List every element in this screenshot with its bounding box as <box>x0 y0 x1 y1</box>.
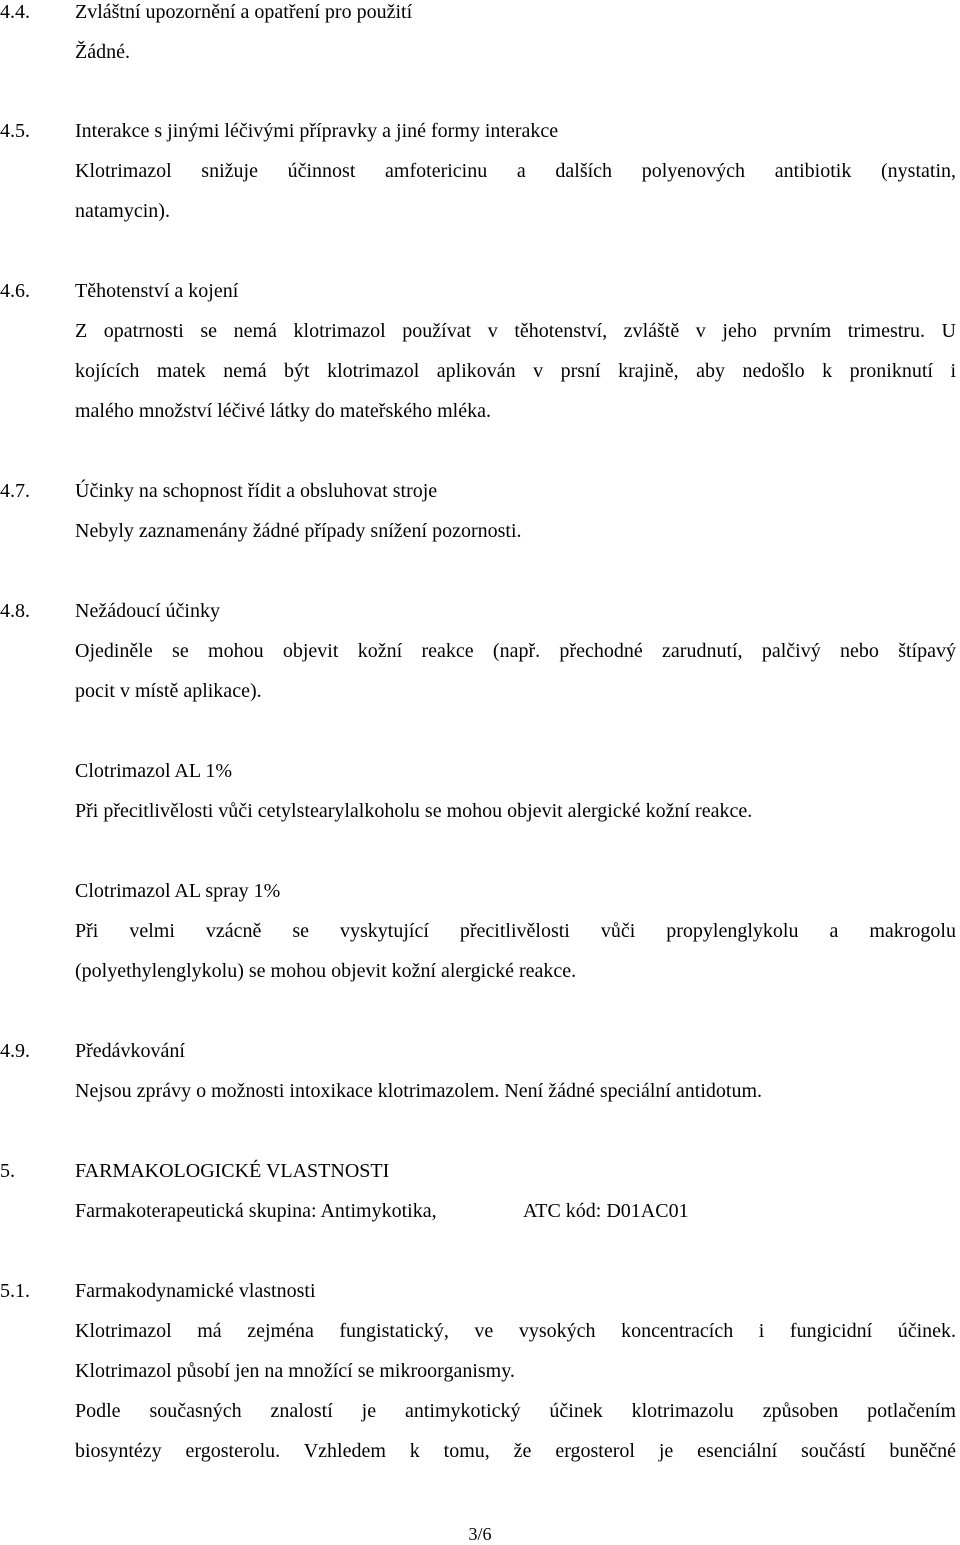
section-number: 5. <box>0 1160 15 1182</box>
section-number: 4.5. <box>0 120 30 142</box>
section-number: 4.4. <box>0 1 30 23</box>
body-text: Při velmi vzácně se vyskytující přecitlivělosti vůči propylenglykolu a makrogolu <box>75 920 956 942</box>
section-number: 4.7. <box>0 480 30 502</box>
subsection-heading: Clotrimazol AL spray 1% <box>75 880 281 902</box>
subsection-heading: Clotrimazol AL 1% <box>75 760 233 782</box>
section-heading: Zvláštní upozornění a opatření pro použití <box>75 1 413 23</box>
body-text: Při přecitlivělosti vůči cetylstearylalkoholu se mohou objevit alergické kožní reakce. <box>75 800 753 822</box>
page-number: 3/6 <box>468 1524 492 1544</box>
section-heading: Interakce s jinými léčivými přípravky a jiné formy interakce <box>75 120 559 142</box>
atc-code: ATC kód: D01AC01 <box>523 1200 689 1222</box>
section-heading: Farmakodynamické vlastnosti <box>75 1280 316 1302</box>
body-text: Nebyly zaznamenány žádné případy snížení pozornosti. <box>75 520 522 542</box>
section-number: 4.9. <box>0 1040 30 1062</box>
body-text: kojících matek nemá být klotrimazol aplikován v prsní krajině, aby nedošlo k proniknutí i <box>75 360 956 382</box>
body-text: biosyntézy ergosterolu. Vzhledem k tomu, že ergosterol je esenciální součástí buněčné <box>75 1440 956 1462</box>
body-text: Z opatrnosti se nemá klotrimazol používat v těhotenství, zvláště v jeho prvním trimestru. U <box>75 320 956 342</box>
section-heading: FARMAKOLOGICKÉ VLASTNOSTI <box>75 1160 390 1182</box>
body-text: malého množství léčivé látky do mateřského mléka. <box>75 400 491 422</box>
section-heading: Předávkování <box>75 1040 185 1062</box>
body-text: Ojediněle se mohou objevit kožní reakce (např. přechodné zarudnutí, palčivý nebo štípavý <box>75 640 956 662</box>
section-number: 4.6. <box>0 280 30 302</box>
body-text: Klotrimazol působí jen na množící se mikroorganismy. <box>75 1360 515 1382</box>
body-text: Podle současných znalostí je antimykotický účinek klotrimazolu způsoben potlačením <box>75 1400 956 1422</box>
body-text: (polyethylenglykolu) se mohou objevit kožní alergické reakce. <box>75 960 577 982</box>
section-number: 5.1. <box>0 1280 30 1302</box>
section-number: 4.8. <box>0 600 30 622</box>
section-heading: Těhotenství a kojení <box>75 280 239 302</box>
section-heading: Nežádoucí účinky <box>75 600 220 622</box>
body-text: Klotrimazol snižuje účinnost amfotericinu a dalších polyenových antibiotik (nystatin, <box>75 160 956 182</box>
therapeutic-group: Farmakoterapeutická skupina: Antimykotika, <box>75 1200 437 1222</box>
body-text: Klotrimazol má zejména fungistatický, ve vysokých koncentracích i fungicidní účinek. <box>75 1320 956 1342</box>
section-heading: Účinky na schopnost řídit a obsluhovat stroje <box>75 480 438 502</box>
body-text: Nejsou zprávy o možnosti intoxikace klotrimazolem. Není žádné speciální antidotum. <box>75 1080 763 1102</box>
body-text: natamycin). <box>75 200 170 222</box>
body-text: pocit v místě aplikace). <box>75 680 262 702</box>
body-text: Žádné. <box>75 41 130 63</box>
